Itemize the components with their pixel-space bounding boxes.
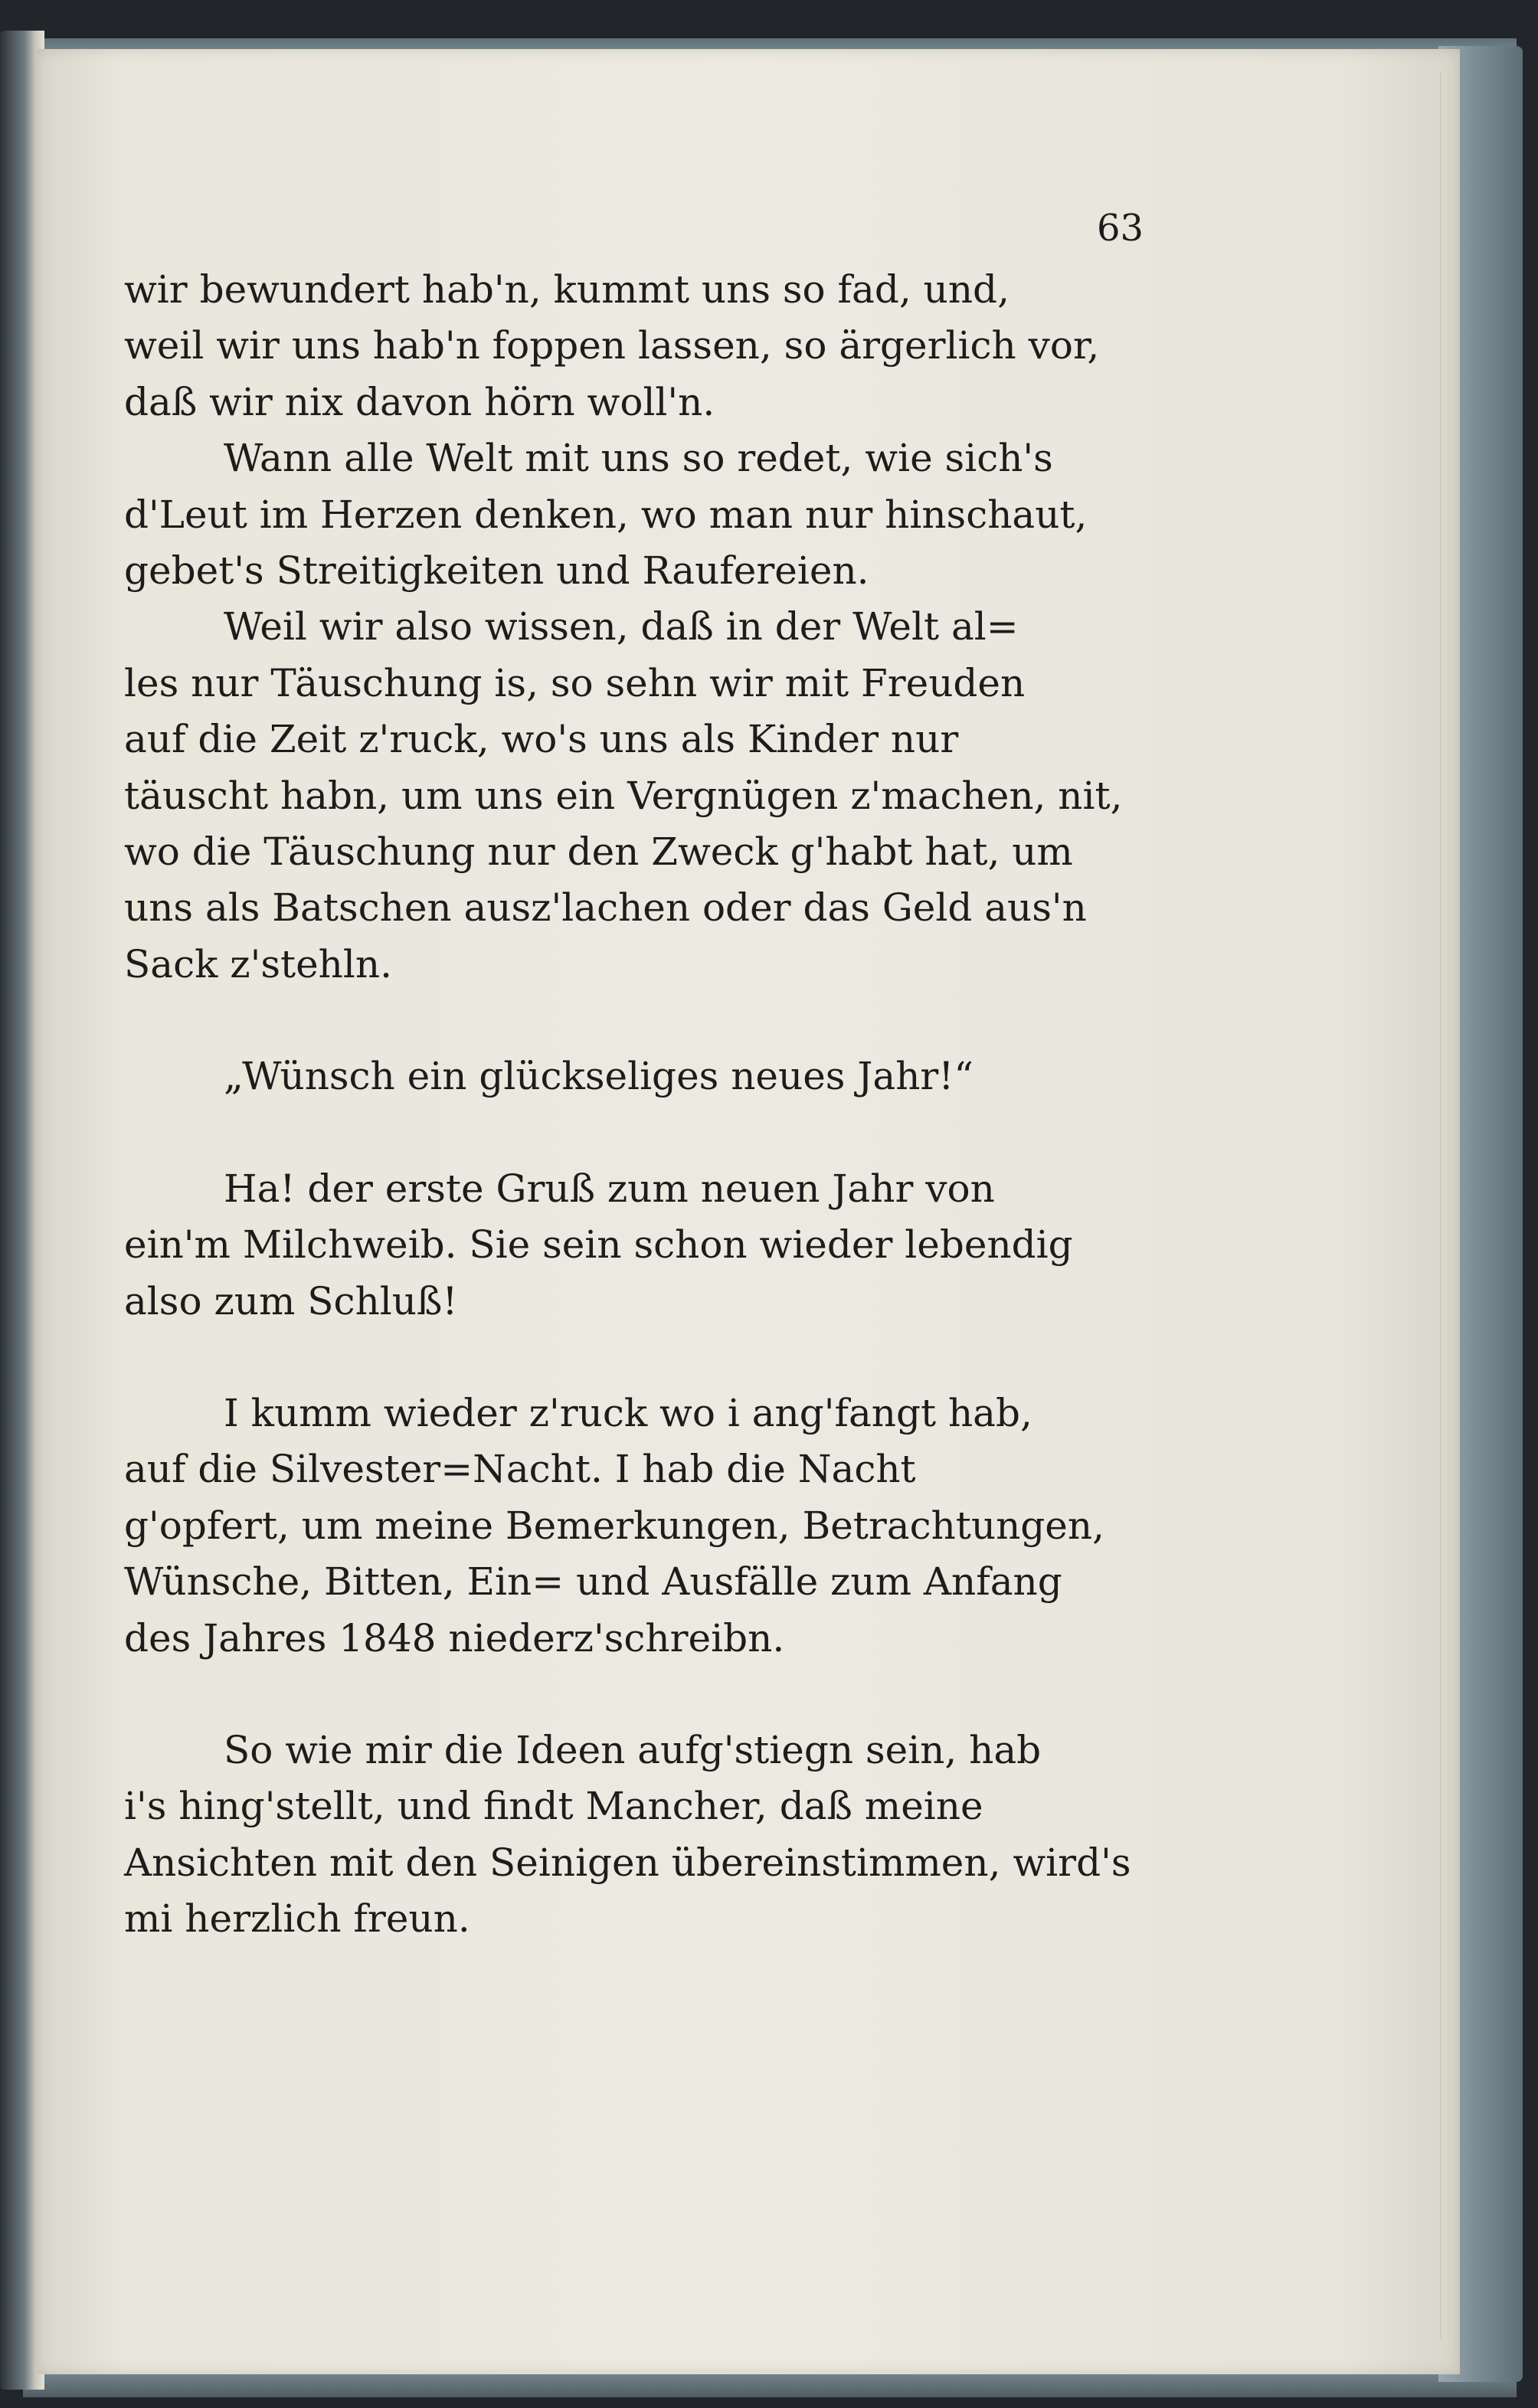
text-line: auf die Silvester=Nacht. I hab die Nacht (124, 1447, 916, 1492)
text-line: also zum Schluß! (124, 1278, 458, 1323)
text-line: I kumm wieder z'ruck wo i ang'fangt hab, (224, 1390, 1032, 1435)
paragraph-3 (124, 599, 1158, 993)
paragraph-greeting (124, 1049, 1158, 1104)
text-line: täuscht habn, um uns ein Vergnügen z'machen, nit, (124, 773, 1123, 818)
text-line: Weil wir also wissen, daß in der Welt al= (224, 604, 1019, 649)
paragraph-gap (124, 1667, 1158, 1723)
paragraph-6 (124, 1723, 1158, 1948)
text-line: Ha! der erste Gruß zum neuen Jahr von (224, 1166, 995, 1211)
text-line: mi herzlich freun. (124, 1896, 470, 1942)
paragraph-5 (124, 1386, 1158, 1667)
text-line: uns als Batschen ausz'lachen oder das Geld aus'n (124, 885, 1087, 931)
text-line: wir bewundert hab'n, kummt uns so fad, und, (124, 267, 1010, 312)
text-line: auf die Zeit z'ruck, wo's uns als Kinder nur (124, 717, 959, 762)
text-line: gebet's Streitigkeiten und Raufereien. (124, 548, 869, 594)
text-line: wo die Täuschung nur den Zweck g'habt hat, um (124, 829, 1073, 875)
text-line: Wünsche, Bitten, Ein= und Ausfälle zum Anfang (124, 1559, 1062, 1605)
page-number: 63 (1097, 207, 1144, 250)
text-line: des Jahres 1848 niederz'schreibn. (124, 1615, 785, 1660)
paragraph-gap (124, 1330, 1158, 1386)
text-line: i's hing'stellt, und findt Mancher, daß meine (124, 1784, 983, 1829)
paragraph-2 (124, 430, 1158, 599)
text-line: weil wir uns hab'n foppen lassen, so ärgerlich vor, (124, 323, 1100, 368)
paragraph-1 (124, 262, 1158, 430)
paragraph-gap (124, 1105, 1158, 1161)
text-line: ein'm Milchweib. Sie sein schon wieder lebendig (124, 1222, 1073, 1268)
text-line: d'Leut im Herzen denken, wo man nur hinschaut, (124, 492, 1088, 537)
paragraph-4 (124, 1161, 1158, 1330)
text-line: g'opfert, um meine Bemerkungen, Betrachtungen, (124, 1503, 1104, 1548)
page-fore-edge (1440, 72, 1449, 2339)
text-line: daß wir nix davon hörn woll'n. (124, 379, 715, 424)
page-text (124, 193, 1158, 1948)
text-line: So wie mir die Ideen aufg'stiegn sein, hab (224, 1727, 1042, 1772)
text-line: les nur Täuschung is, so sehn wir mit Freuden (124, 660, 1026, 705)
text-line: Ansichten mit den Seinigen übereinstimmen, wird's (124, 1840, 1131, 1885)
text-line: „Wünsch ein glückseliges neues Jahr!“ (224, 1054, 974, 1099)
paragraph-gap (124, 993, 1158, 1049)
text-line: Wann alle Welt mit uns so redet, wie sich's (224, 436, 1053, 481)
text-line: Sack z'stehln. (124, 941, 392, 986)
